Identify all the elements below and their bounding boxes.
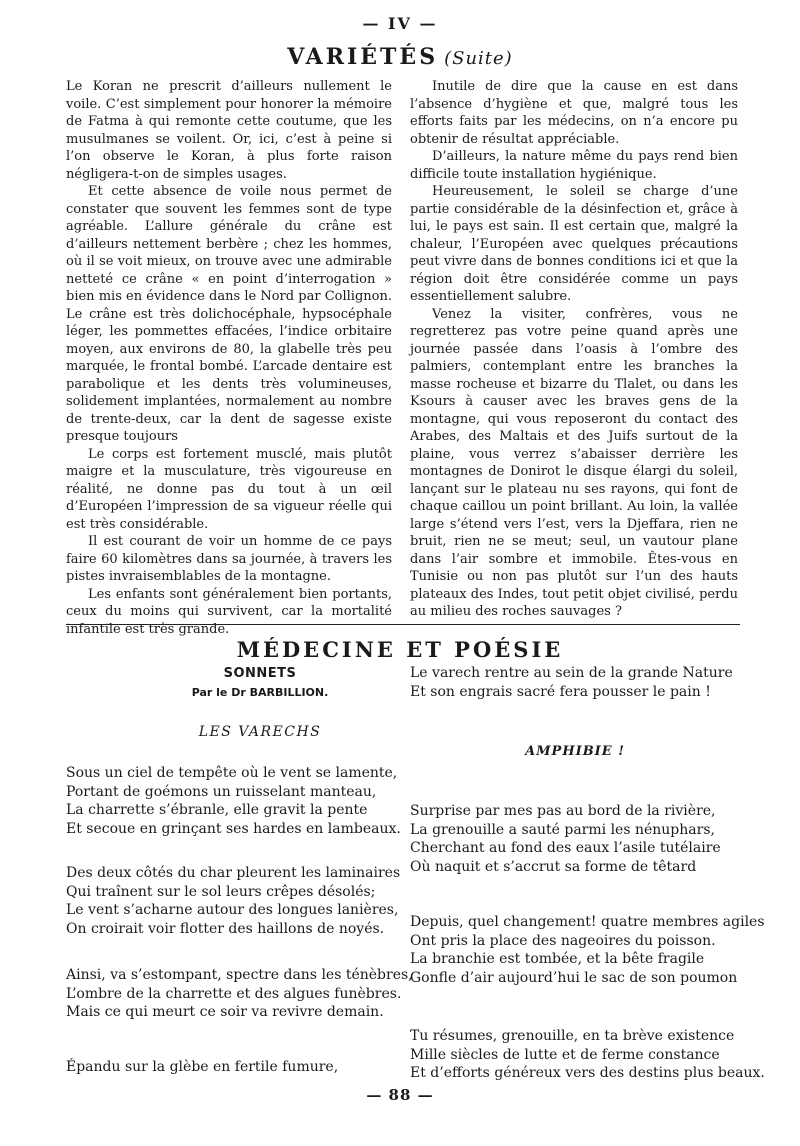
verse-line: Mille siècles de lutte et de ferme constance <box>410 1046 720 1063</box>
verse-line: Cherchant au fond des eaux l’asile tutélaire <box>410 840 721 856</box>
verse-line: La charrette s’ébranle, elle gravit la pente <box>66 802 368 818</box>
paragraph: Venez la visiter, confrères, vous ne regretterez pas votre peine quand après une journée passée dans l’oasis à l’ombre des palmiers, contemplant entre les branches la masse rocheuse et bizarre du Tlalet, ou dans les Ksours à causer avec les braves gens de la montagne, qui vous reposeront du contact des Arabes, des Maltais et des Juifs surtout de la plaine, vous verrez s’abaisser derrière les montagnes de Donirot le disque élargi du soleil, lançant sur le plateau nu ses rayons, qui font de chaque caillou un point brillant. Au loin, la vallée large s’étend vers l’est, vers la Djeffara, rien ne bruit, rien ne se meut; seul, un vautour plane dans l’air sombre et immobile. Êtes-vous en Tunisie ou non pas plutôt sur l’un des hauts plateaux des Indes, tout petit objet civilisé, perdu au milieu des roches sauvages ? <box>410 306 738 619</box>
poem-stanza <box>410 913 765 987</box>
poem-stanza <box>66 966 413 1022</box>
verse-line: Qui traînent sur le sol leurs crêpes désolés; <box>66 883 376 900</box>
verse-line: On croirait voir flotter des haillons de noyés. <box>66 920 385 937</box>
paragraph: Le corps est fortement musclé, mais plutôt maigre et la musculature, très vigoureuse en réalité, ne donne pas du tout à un œil d’Européen l’impression de sa vigueur réelle qui est très considérable. <box>66 446 392 532</box>
author-byline: Par le Dr BARBILLION. <box>191 686 329 699</box>
verse-line: Sous un ciel de tempête où le vent se lamente, <box>66 765 398 781</box>
verse-line: Ainsi, va s’estompant, spectre dans les ténèbres, <box>66 967 413 983</box>
verse-line: Mais ce qui meurt ce soir va revivre demain. <box>66 1004 384 1020</box>
verse-line: Ont pris la place des nageoires du poisson. <box>410 932 716 949</box>
verse-line: Des deux côtés du char pleurent les laminaires <box>66 865 401 881</box>
paragraph: Inutile de dire que la cause en est dans l’absence d’hygiène et que, malgré tous les efforts faits par les médecins, on n’a encore pu obtenir de résultat appréciable. <box>410 79 738 147</box>
poem-title-varechs: LES VARECHS <box>198 724 322 740</box>
poem-stanza <box>410 802 721 876</box>
paragraph: D’ailleurs, la nature même du pays rend bien difficile toute installation hygiénique. <box>410 149 738 182</box>
verse-line: Où naquit et s’accrut sa forme de têtard <box>410 858 697 875</box>
verse-line: Portant de goémons un ruisselant manteau, <box>66 783 377 800</box>
verse-line: Le varech rentre au sein de la grande Nature <box>410 665 733 681</box>
verse-line: Gonfle d’air aujourd’hui le sac de son poumon <box>410 969 738 986</box>
verse-line: Depuis, quel changement! quatre membres agiles <box>410 914 765 930</box>
poem-stanza <box>66 864 400 938</box>
poem-stanza-continued <box>410 664 733 701</box>
poem-stanza <box>410 1027 765 1083</box>
poem-stanza <box>66 764 401 838</box>
verse-line: L’ombre de la charrette et des algues funèbres. <box>66 985 402 1002</box>
section-title-medecine: MÉDECINE ET POÉSIE <box>236 637 564 662</box>
section-title-text: VARIÉTÉS <box>287 44 439 70</box>
article-column-right <box>410 78 738 621</box>
section-divider <box>66 624 740 625</box>
poem-title-amphibie: AMPHIBIE ! <box>525 744 625 759</box>
verse-line: La grenouille a sauté parmi les nénuphars, <box>410 821 715 838</box>
paragraph: Il est courant de voir un homme de ce pays faire 60 kilomètres dans sa journée, à travers les pistes invraisemblables de la montagne. <box>66 534 392 584</box>
page-number-roman: — IV — <box>362 14 438 33</box>
section-title-suite: (Suite) <box>444 48 513 69</box>
section-title-varietes <box>0 44 800 70</box>
paragraph: Les enfants sont généralement bien portants, ceux du moins qui survivent, car la mortalité infantile est très grande. <box>66 586 392 637</box>
poem-stanza <box>66 1058 338 1077</box>
verse-line: Et son engrais sacré fera pousser le pain ! <box>410 683 711 700</box>
article-column-left <box>66 78 392 638</box>
verse-line: La branchie est tombée, et la bête fragile <box>410 951 705 967</box>
verse-line: Surprise par mes pas au bord de la rivière, <box>410 803 716 819</box>
sonnets-label: SONNETS <box>223 666 297 681</box>
verse-line: Le vent s’acharne autour des longues lanières, <box>66 902 399 918</box>
paragraph: Le Koran ne prescrit d’ailleurs nullement le voile. C’est simplement pour honorer la mémoire de Fatma à qui remonte cette coutume, que les musulmanes se voilent. Or, ici, c’est à peine si l’on observe le Koran, à plus forte raison négligera-t-on de simples usages. <box>66 79 392 182</box>
verse-line: Tu résumes, grenouille, en ta brève existence <box>410 1028 735 1044</box>
verse-line: Et d’efforts généreux vers des destins plus beaux. <box>410 1065 765 1081</box>
paragraph: Et cette absence de voile nous permet de constater que souvent les femmes sont de type agréable. L’allure générale du crâne est d’ailleurs nettement berbère ; chez les hommes, où il se voit mieux, on trouve avec une admirable netteté ce crâne « en point d’interrogation » bien mis en évidence dans le Nord par Collignon. Le crâne est très dolichocéphale, hypsocéphale léger, les pommettes effacées, l’indice orbitaire moyen, aux environs de 80, la glabelle très peu marquée, le frontal bombé. L’arcade dentaire est parabolique et les dents très volumineuses, solidement implantées, normalement au nombre de trente-deux, car la dent de sagesse existe presque toujours <box>66 184 392 444</box>
verse-line: Épandu sur la glèbe en fertile fumure, <box>66 1059 339 1075</box>
verse-line: Et secoue en grinçant ses hardes en lambeaux. <box>66 820 401 837</box>
page-number: — 88 — <box>366 1086 434 1104</box>
paragraph: Heureusement, le soleil se charge d’une partie considérable de la désinfection et, grâce à lui, le pays est sain. Il est certain que, malgré la chaleur, l’Européen avec quelques précautions peut vivre dans de bonnes conditions ici et que la région doit être considérée comme un pays essentiellement salubre. <box>410 184 738 304</box>
